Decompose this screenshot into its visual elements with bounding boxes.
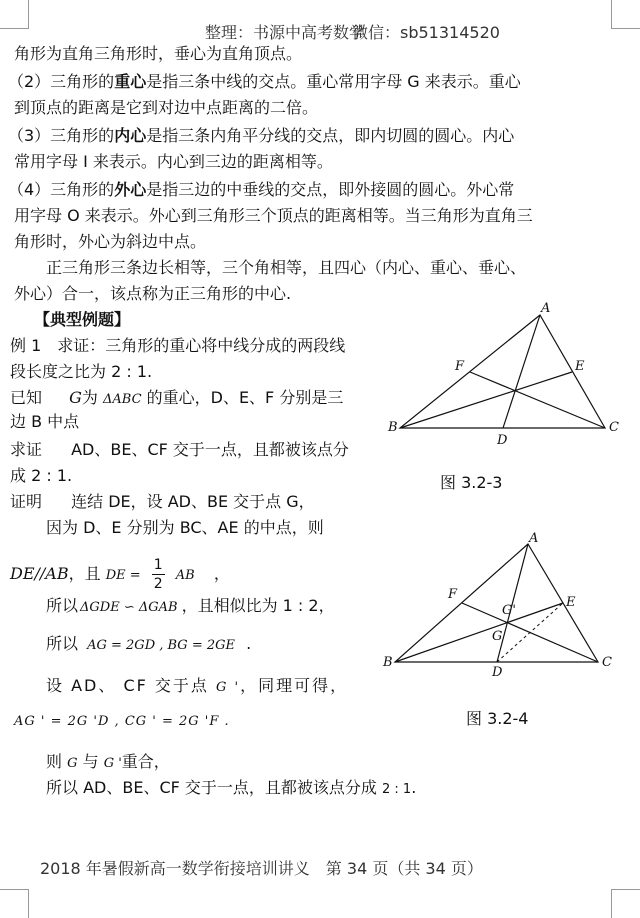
figure-caption-2: 图 3.2-4 — [466, 709, 529, 728]
text-span: 是指三条中线的交点。重心常用字母 G 来表示。重心 — [146, 72, 521, 91]
text-span: 的重心，D、E、F 分别是三 — [146, 388, 344, 407]
given-line — [10, 388, 343, 410]
math-var: G ' — [103, 756, 122, 771]
term-centroid: 重心 — [114, 72, 147, 91]
example-title: 例 1 求证：三角形的重心将中线分成的两段线 — [10, 336, 346, 355]
crop-mark-bottom-right — [611, 889, 640, 918]
prove-line — [10, 440, 349, 460]
median-ad — [503, 315, 540, 428]
text-span: 是指三条内角平分线的交点，即内切圆的圆心。内心 — [146, 126, 515, 145]
text-span: 与 — [82, 752, 99, 771]
text-span: 所以 AD、BE、CF 交于一点，且都被该点分成 — [46, 778, 377, 797]
text-span: 则 — [46, 752, 63, 771]
math-expr: DE//AB — [10, 564, 69, 583]
text-span: 重合， — [121, 752, 170, 771]
text-span: （4）三角形的 — [8, 180, 115, 199]
prove-label: 求证 — [10, 440, 43, 459]
prove-line-cont: 成 2 : 1. — [10, 466, 73, 485]
label-d: D — [492, 665, 503, 680]
label-c: C — [602, 655, 612, 670]
proof-line: 因为 D、E 分别为 BC、AE 的中点，则 — [46, 518, 324, 537]
section-heading: 【典型例题】 — [34, 310, 131, 329]
text-line: 外心）合一，该点称为正三角形的中心. — [14, 284, 292, 303]
math-equation: AG ' = 2G 'D , CG ' = 2G 'F . — [14, 714, 230, 729]
math-triangle: ΔABC — [103, 392, 142, 407]
crop-mark-top-left — [0, 0, 29, 29]
proof-line — [46, 676, 348, 698]
text-line: 常用字母 I 来表示。内心到三边的距离相等。 — [14, 152, 333, 171]
proof-line — [46, 596, 335, 618]
text-span: . — [246, 634, 252, 653]
proof-line — [10, 492, 315, 512]
text-span: 所以 — [46, 596, 79, 615]
math-expr: G ' — [216, 680, 241, 695]
label-e: E — [575, 359, 585, 374]
text-span: 为 — [81, 388, 98, 407]
example-title-cont: 段长度之比为 2 : 1. — [10, 362, 153, 381]
label-d: D — [497, 433, 508, 448]
header-wechat: 微信：sb51314520 — [352, 23, 500, 42]
proof-line — [46, 634, 251, 656]
header-title: 整理：书源中高考数学 — [205, 23, 366, 42]
text-span: 连结 DE，设 AD、BE 交于点 G， — [71, 492, 315, 511]
triangle-figure-1 — [385, 300, 625, 448]
centroid-paragraph — [8, 72, 521, 92]
given-line-cont: 边 B 中点 — [10, 412, 80, 431]
label-b: B — [383, 655, 393, 670]
label-f: F — [455, 359, 465, 374]
term-incenter: 内心 — [114, 126, 147, 145]
text-line: 角形为直角三角形时，垂心为直角顶点。 — [14, 44, 303, 63]
median-be — [400, 372, 572, 428]
conclusion-line — [46, 778, 416, 800]
math-expr: DE = — [105, 568, 141, 583]
proof-line — [46, 752, 170, 774]
math-var: G — [67, 756, 78, 771]
text-span: 是指三边的中垂线的交点，即外接圆的圆心。外心常 — [146, 180, 515, 199]
text-span: ， — [213, 564, 230, 583]
ratio: 2 : 1 — [382, 782, 412, 797]
label-g-prime: G' — [502, 603, 516, 618]
math-var: G — [69, 388, 82, 407]
figure-caption-1: 图 3.2-3 — [440, 473, 503, 492]
text-span: AD、BE、CF 交于一点，且都被该点分 — [71, 440, 349, 459]
fraction-denominator: 2 — [153, 576, 163, 592]
triangle-figure-2 — [380, 530, 620, 680]
label-a: A — [529, 531, 539, 546]
text-span: ，同理可得， — [240, 676, 349, 695]
math-expr: AB — [175, 568, 195, 583]
median-be — [395, 603, 563, 662]
text-span: ，且 — [68, 564, 101, 583]
math-expr: ΔGDE ∽ ΔGAB — [80, 600, 178, 615]
fraction-one-half — [152, 556, 165, 593]
label-f: F — [448, 587, 458, 602]
proof-label: 证明 — [10, 492, 43, 511]
circumcenter-paragraph — [8, 180, 514, 200]
label-g: G — [492, 629, 503, 644]
proof-fraction-line — [10, 554, 230, 596]
label-a: A — [541, 301, 551, 316]
crop-mark-bottom-left — [0, 889, 29, 918]
crop-mark-top-right — [611, 0, 640, 29]
text-line: 到顶点的距离是它到对边中点距离的二倍。 — [14, 98, 319, 117]
text-line: 角形时，外心为斜边中点。 — [14, 232, 207, 251]
term-circumcenter: 外心 — [114, 180, 147, 199]
text-span: 设 AD、 CF 交于点 — [46, 676, 209, 695]
label-c: C — [609, 420, 619, 435]
text-span: （2）三角形的 — [8, 72, 115, 91]
fraction-numerator: 1 — [153, 557, 163, 573]
label-b: B — [388, 420, 398, 435]
text-span: ，且相似比为 1 : 2， — [181, 596, 335, 615]
math-expr: AG = 2GD , BG = 2GE — [87, 638, 235, 653]
text-span: . — [411, 778, 417, 797]
page-footer: 2018 年暑假新高一数学衔接培训讲义 第 34 页（共 34 页） — [40, 859, 483, 878]
incenter-paragraph — [8, 126, 514, 146]
median-cf — [470, 372, 605, 428]
text-line: 用字母 O 来表示。外心到三角形三个顶点的距离相等。当三角形为直角三 — [14, 206, 533, 225]
text-span: （3）三角形的 — [8, 126, 115, 145]
text-line: 正三角形三条边长相等，三个角相等，且四心（内心、重心、垂心、 — [46, 258, 527, 277]
given-label: 已知 — [10, 388, 43, 407]
text-span: 所以 — [46, 634, 79, 653]
label-e: E — [566, 595, 576, 610]
